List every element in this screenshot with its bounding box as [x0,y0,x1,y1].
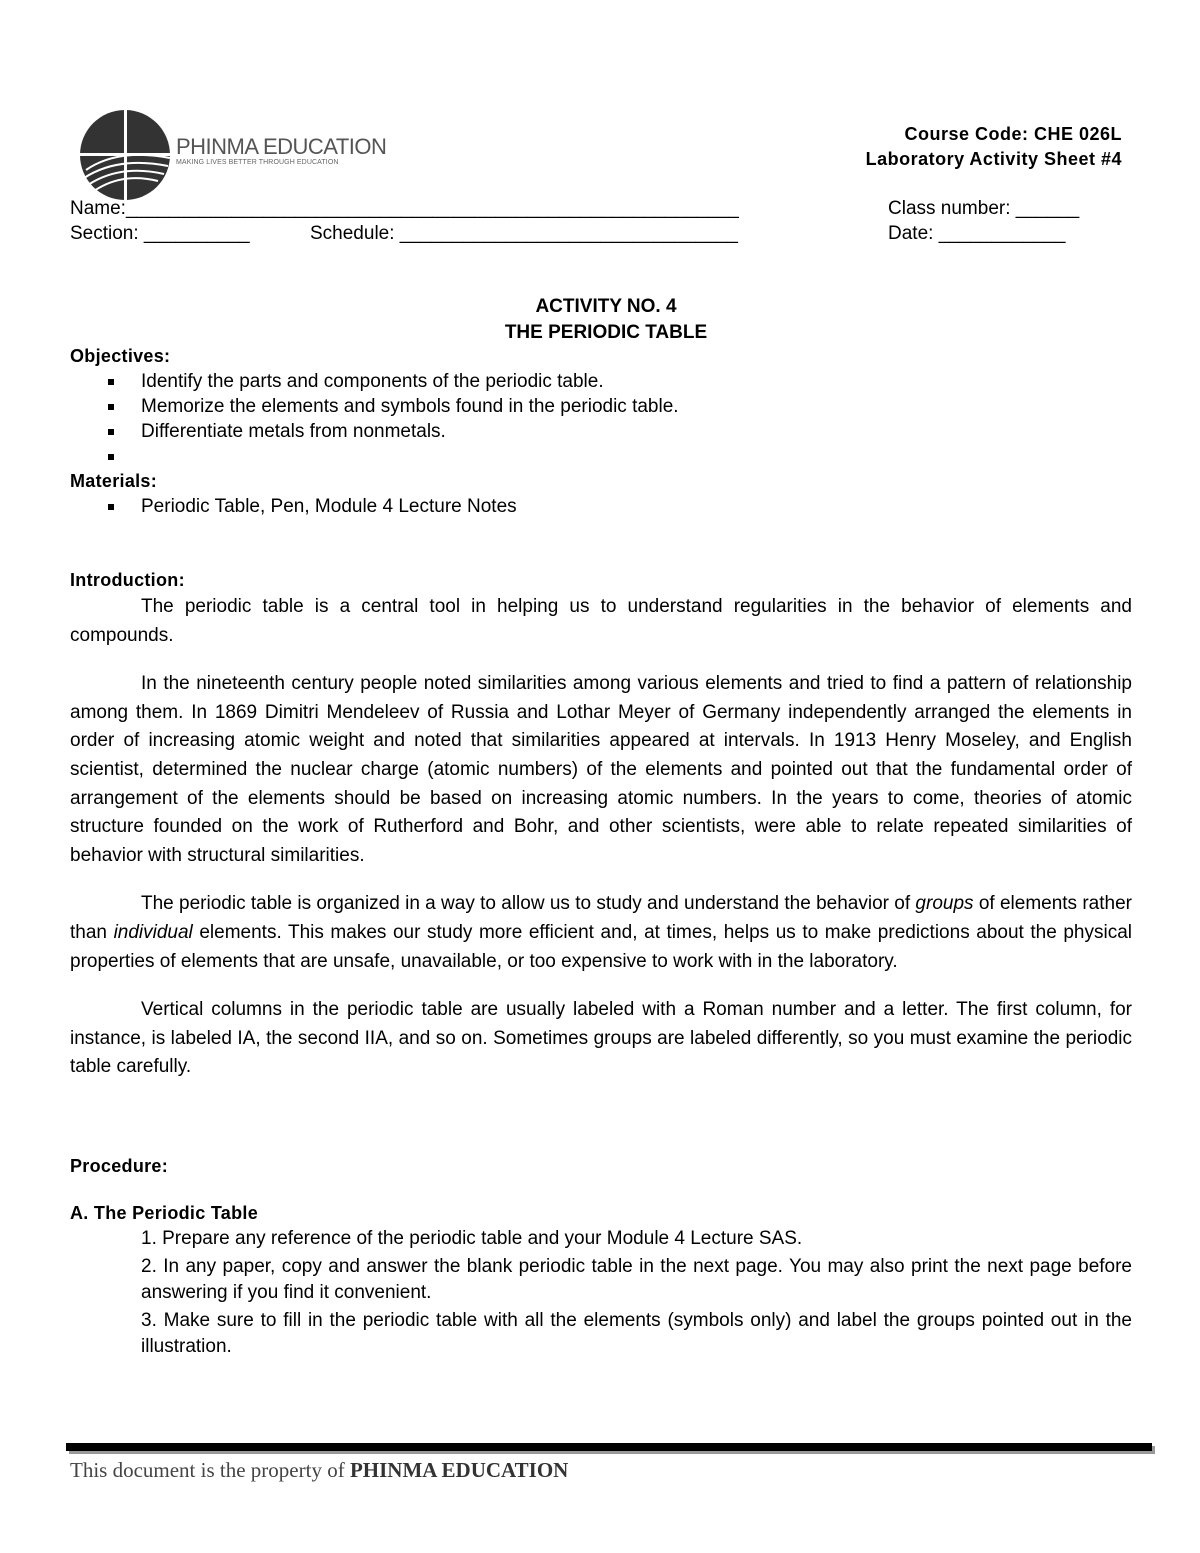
list-item: 2. In any paper, copy and answer the blank periodic table in the next page. You may also print the next page before answering if you find it convenient. [141,1255,1132,1303]
activity-title [0,294,1200,346]
list-item: Differentiate metals from nonmetals. [70,419,1132,444]
phinma-logo [78,108,387,208]
name-field[interactable]: Name:__________________________________________________________ [70,198,739,219]
objectives-heading: Objectives: [70,346,171,366]
logo-name: PHINMA EDUCATION [176,134,387,159]
list-item: 1. Prepare any reference of the periodic table and your Module 4 Lecture SAS. [141,1227,803,1249]
materials-heading: Materials: [70,471,158,491]
intro-paragraph-1: The periodic table is a central tool in helping us to understand regularities in the behavior of elements and compounds. [70,596,1132,646]
list-item: Periodic Table, Pen, Module 4 Lecture Notes [70,494,1132,519]
section-field[interactable]: Section: __________ [70,223,250,244]
sheet-label: Laboratory Activity Sheet #4 [865,149,1122,169]
list-item [70,444,1132,469]
activity-number: ACTIVITY NO. 4 [535,296,677,317]
main-content [70,344,1132,1362]
intro-paragraph-2: In the nineteenth century people noted similarities among various elements and tried to find a pattern of relationship among them. In 1869 Dimitri Mendeleev of Russia and Lothar Meyer of Germany independently arranged the elements in order of increasing atomic weight and noted that similarities appeared at intervals. In 1913 Henry Moseley, and English scientist, determined the nuclear charge (atomic numbers) of the elements and pointed out that the fundamental order of arrangement of the elements should be based on increasing atomic numbers. In the years to come, theories of atomic structure founded on the work of Rutherford and Bohr, and other scientists, were able to relate repeated similarities of behavior with structural similarities. [70,673,1132,866]
intro-paragraph-4: Vertical columns in the periodic table are usually labeled with a Roman number and a letter. The first column, for instance, is labeled IA, the second IIA, and so on. Sometimes groups are labeled differently, so you must examine the periodic table carefully. [70,999,1132,1078]
footer-rule [66,1443,1152,1451]
logo-tagline: MAKING LIVES BETTER THROUGH EDUCATION [176,159,339,166]
schedule-field[interactable]: Schedule: ________________________________ [310,223,738,244]
list-item: 3. Make sure to fill in the periodic table with all the elements (symbols only) and label the groups pointed out in the illustration. [141,1309,1132,1357]
introduction-heading: Introduction: [70,570,185,590]
course-code: Course Code: CHE 026L [904,124,1122,144]
student-info-fields [70,196,1130,246]
procedure-heading: Procedure: [70,1155,169,1176]
materials-list [70,494,1132,519]
logo-emblem-icon [78,108,173,203]
footer-text: This document is the property of PHINMA EDUCATION [70,1458,569,1482]
list-item: Identify the parts and components of the periodic table. [70,369,1132,394]
procedure-steps [70,1226,1132,1360]
activity-name: THE PERIODIC TABLE [504,322,708,343]
intro-paragraph-3: The periodic table is organized in a way to allow us to study and understand the behavior of groups of elements rather than individual elements. This makes our study more efficient and, at times, helps us to make predictions about the physical properties of elements that are unsafe, unavailable, or too expensive to work with in the laboratory. [70,893,1133,972]
list-item: Memorize the elements and symbols found in the periodic table. [70,394,1132,419]
procedure-section-a: A. The Periodic Table [70,1202,259,1223]
date-field[interactable]: Date: ____________ [888,223,1066,244]
objectives-list [70,369,1132,469]
class-number-field[interactable]: Class number: ______ [888,198,1080,219]
course-header [866,122,1122,172]
